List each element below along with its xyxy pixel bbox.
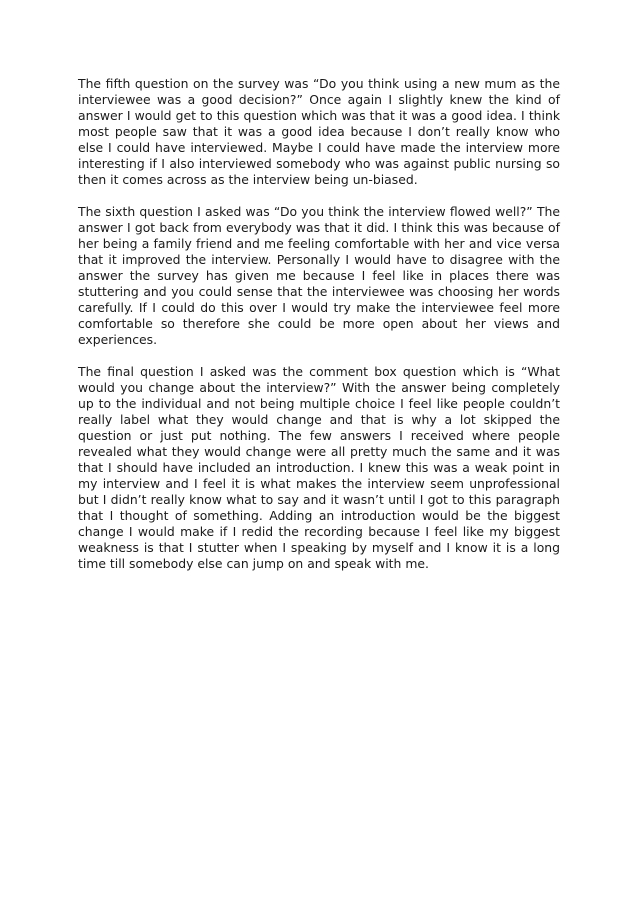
paragraph-fifth-question: The fifth question on the survey was “Do you think using a new mum as the interviewee was a good decision?” Once again I slightly knew the kind of answer I would get to this question which was that it was a good idea. I think most people saw that it was a good idea because I don’t really know who else I could have interviewed. Maybe I could have made the interview more interesting if I also interviewed somebody who was against public nursing so then it comes across as the interview being un-biased. xyxy=(78,76,560,187)
paragraph-final-question: The final question I asked was the comment box question which is “What would you change about the interview?” With the answer being completely up to the individual and not being multiple choice I feel like people couldn’t really label what they would change and that is why a lot skipped the question or just put nothing. The few answers I received where people revealed what they would change were all pretty much the same and it was that I should have included an introduction. I knew this was a weak point in my interview and I feel it is what makes the interview seem unprofessional but I didn’t really know what to say and it wasn’t until I got to this paragraph that I thought of something. Adding an introduction would be the biggest change I would make if I redid the recording because I feel like my biggest weakness is that I stutter when I speaking by myself and I know it is a long time till somebody else can jump on and speak with me. xyxy=(78,364,560,571)
document-page xyxy=(78,76,560,588)
paragraph-sixth-question: The sixth question I asked was “Do you think the interview flowed well?” The answer I got back from everybody was that it did. I think this was because of her being a family friend and me feeling comfortable with her and vice versa that it improved the interview. Personally I would have to disagree with the answer the survey has given me because I feel like in places there was stuttering and you could sense that the interviewee was choosing her words carefully. If I could do this over I would try make the interviewee feel more comfortable so therefore she could be more open about her views and experiences. xyxy=(78,204,560,347)
